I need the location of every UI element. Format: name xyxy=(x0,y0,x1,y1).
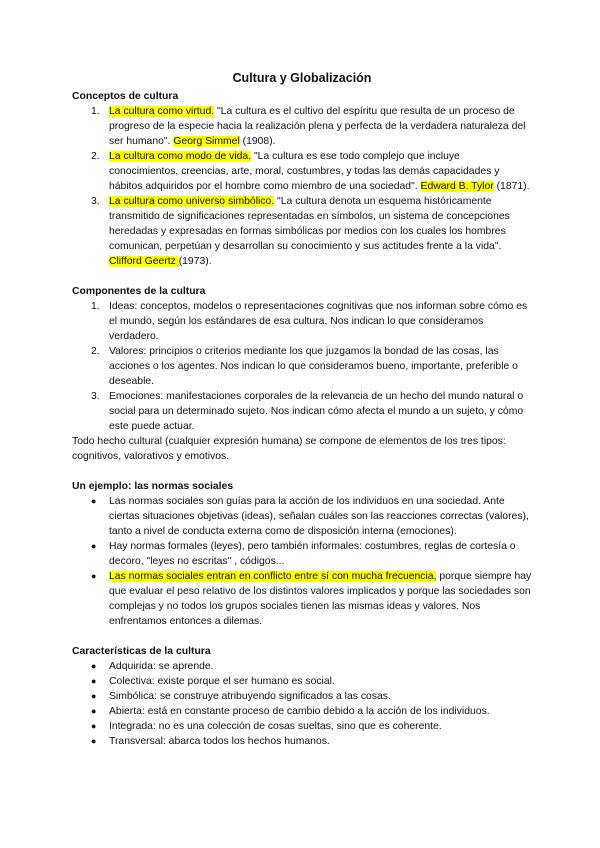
list-item xyxy=(72,494,532,539)
concept-text: "La cultura es el cultivo del espíritu que resulta de un proceso de progreso de la especie hacia la realización plena y perfecta de la verdadera naturaleza del ser humano". xyxy=(109,106,526,147)
list-item xyxy=(72,704,532,719)
example-text: porque siempre hay que evaluar el peso relativo de los distintos valores implicados y porque las sociedades son complejas y no todos los grupos sociales tienen las mismas ideas y valores. Nos enfrentamos entonces a dilemas. xyxy=(109,571,532,627)
bullet-icon: ● xyxy=(91,706,97,716)
characteristic-text: Adquirida: se aprende. xyxy=(109,661,214,672)
list-number: 3. xyxy=(91,391,100,402)
component-text: Valores: principios o criterios mediante los que juzgamos la bondad de las cosas, las acciones o los agentes. Nos indican lo que consideramos bueno, importante, preferible o deseable. xyxy=(109,346,518,387)
author-name: Edward B. Tylor xyxy=(420,181,494,192)
bullet-icon: ● xyxy=(91,691,97,701)
bullet-icon: ● xyxy=(91,496,97,506)
ejemplo-list xyxy=(72,494,532,629)
highlighted-text: La cultura como universo simbólico. xyxy=(109,196,275,207)
list-item xyxy=(72,659,532,674)
author-year: (1973). xyxy=(178,256,212,267)
component-text: Ideas: conceptos, modelos o representaciones cognitivas que nos informan sobre cómo es el mundo, según los estándares de esa cultura. Nos indican lo que consideramos verdadero. xyxy=(109,301,528,342)
list-item xyxy=(72,389,532,434)
ejemplo-heading: Un ejemplo: las normas sociales xyxy=(72,481,234,492)
characteristic-text: Simbólica: se construye atribuyendo significados a las cosas. xyxy=(109,691,391,702)
bullet-icon: ● xyxy=(91,661,97,671)
list-item xyxy=(72,104,532,149)
list-item xyxy=(72,734,532,749)
list-number: 2. xyxy=(91,346,100,357)
list-number: 1. xyxy=(91,301,100,312)
bullet-icon: ● xyxy=(91,736,97,746)
componentes-list xyxy=(72,299,532,434)
concept-text: "La cultura denota un esquema históricamente transmitido de significaciones representadas en símbolos, un sistema de concepciones heredadas y expresadas en formas simbólicas por medios con los cuales los hombres comunican, perpetúan y desarrollan su conocimiento y sus actitudes frente a la vida". xyxy=(109,196,510,252)
characteristic-text: Abierta: está en constante proceso de cambio debido a la acción de los individuos. xyxy=(109,706,490,717)
document-page xyxy=(72,70,532,749)
author-year: (1871). xyxy=(493,181,530,192)
conceptos-heading: Conceptos de cultura xyxy=(72,91,179,102)
example-text: Hay normas formales (leyes), pero también informales: costumbres, reglas de cortesía o decoro, "leyes no escritas" , códigos... xyxy=(109,541,516,567)
list-number: 2. xyxy=(91,151,100,162)
highlighted-text: La cultura como modo de vida. xyxy=(109,151,252,162)
componentes-summary: Todo hecho cultural (cualquier expresión humana) se compone de elementos de los tres tipos: cognitivos, valorativos y emotivos. xyxy=(72,436,506,462)
spacer xyxy=(72,629,532,644)
list-number: 1. xyxy=(91,106,100,117)
highlighted-text: Las normas sociales entran en conflicto entre sí con mucha frecuencia, xyxy=(109,571,437,582)
conceptos-list xyxy=(72,104,532,269)
author-name: Clifford Geertz xyxy=(109,256,179,267)
component-text: Emociones: manifestaciones corporales de la relevancia de un hecho del mundo natural o social para un determinado sujeto. Nos indican cómo afecta el mundo a un sujeto, y cómo este puede actuar. xyxy=(109,391,524,432)
list-item xyxy=(72,344,532,389)
list-item xyxy=(72,569,532,629)
list-item xyxy=(72,149,532,194)
bullet-icon: ● xyxy=(91,721,97,731)
list-item xyxy=(72,194,532,269)
spacer xyxy=(72,269,532,284)
list-number: 3. xyxy=(91,196,100,207)
caracteristicas-list xyxy=(72,659,532,749)
list-item xyxy=(72,299,532,344)
characteristic-text: Integrada: no es una colección de cosas sueltas, sino que es coherente. xyxy=(109,721,442,732)
list-item xyxy=(72,719,532,734)
bullet-icon: ● xyxy=(91,676,97,686)
list-item xyxy=(72,674,532,689)
concept-text: "La cultura es ese todo complejo que incluye conocimientos, creencias, arte, moral, costumbres, y todas las demás capacidades y hábitos adquiridos por el hombre como miembro de una sociedad". xyxy=(109,151,500,192)
bullet-icon: ● xyxy=(91,571,97,581)
spacer xyxy=(72,464,532,479)
page-title: Cultura y Globalización xyxy=(232,71,372,85)
list-item xyxy=(72,539,532,569)
componentes-heading: Componentes de la cultura xyxy=(72,286,206,297)
characteristic-text: Colectiva: existe porque el ser humano es social. xyxy=(109,676,335,687)
highlighted-text: La cultura como virtud. xyxy=(109,106,215,117)
author-year: (1908). xyxy=(239,136,276,147)
caracteristicas-heading: Características de la cultura xyxy=(72,646,211,657)
characteristic-text: Transversal: abarca todos los hechos humanos. xyxy=(109,736,330,747)
bullet-icon: ● xyxy=(91,541,97,551)
list-item xyxy=(72,689,532,704)
example-text: Las normas sociales son guías para la acción de los individuos en una sociedad. Ante ciertas situaciones objetivas (ideas), señalan cuáles son las reacciones correctas (valores), tanto a nivel de conducta externa como de disposición interna (emociones). xyxy=(109,496,529,537)
author-name: Georg Simmel xyxy=(173,136,240,147)
